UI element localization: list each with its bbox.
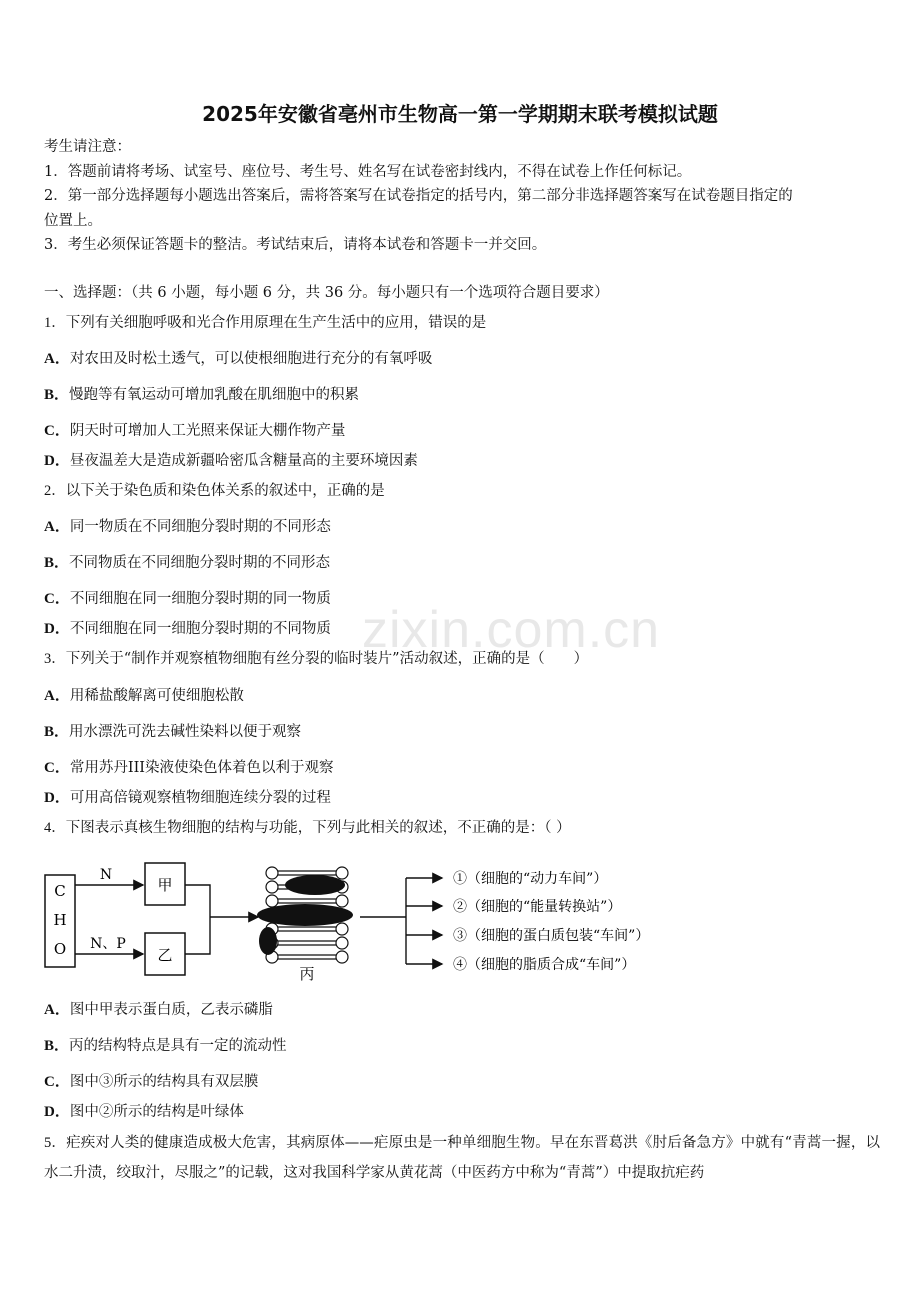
option-d (44, 1101, 244, 1123)
option-a (44, 999, 273, 1021)
option-text: 慢跑等有氧运动可增加乳酸在肌细胞中的积累 (69, 387, 360, 403)
option-text: 用稀盐酸解离可使细胞松散 (69, 688, 244, 704)
option-label: B． (44, 724, 70, 740)
option-a (44, 685, 244, 707)
notice-heading: 考生请注意： (44, 139, 131, 155)
function-4: ④（细胞的脂质合成“车间”） (453, 957, 636, 973)
question-2-stem (44, 480, 385, 502)
label-np: N、P (90, 936, 126, 952)
label-bing: 丙 (299, 965, 315, 983)
label-n: N (99, 867, 113, 883)
option-label: B． (44, 387, 70, 403)
option-c (44, 588, 331, 610)
option-label: B． (44, 555, 70, 571)
element-c: C (54, 882, 66, 900)
option-text: 不同细胞在同一细胞分裂时期的同一物质 (69, 591, 331, 607)
question-text: 以下关于染色质和染色体关系的叙述中，正确的是 (65, 483, 385, 499)
label-jia: 甲 (157, 876, 173, 894)
function-1: ①（细胞的“动力车间”） (453, 871, 608, 887)
option-text: 可用高倍镜观察植物细胞连续分裂的过程 (69, 790, 331, 806)
option-text: 对农田及时松土透气，可以使根细胞进行充分的有氧呼吸 (69, 351, 433, 367)
watermark: zixin.com.cn (362, 601, 661, 659)
notice-item: 位置上。 (44, 213, 102, 229)
section-heading: 一、选择题：（共 6 小题，每小题 6 分，共 36 分。每小题只有一个选项符合题目要求） (44, 285, 609, 301)
option-text: 不同物质在不同细胞分裂时期的不同形态 (69, 555, 331, 571)
option-label: C． (44, 1074, 70, 1090)
notice-item: 3．考生必须保证答题卡的整洁。考试结束后，请将本试卷和答题卡一并交回。 (44, 237, 547, 253)
function-2: ②（细胞的“能量转换站”） (453, 899, 622, 915)
option-a (44, 348, 432, 370)
option-label: B． (44, 1038, 70, 1054)
question-number: 2． (44, 483, 66, 499)
option-label: A． (44, 688, 70, 704)
option-label: A． (44, 1002, 70, 1018)
option-b (44, 1035, 287, 1057)
label-yi: 乙 (157, 946, 173, 964)
join-bracket (185, 885, 210, 954)
question-number: 3． (44, 651, 66, 667)
notice-item: 2．第一部分选择题每小题选出答案后，需将答案写在试卷指定的括号内，第二部分非选择题答案写在试卷题目指定的 (44, 188, 793, 204)
question-text: 疟疾对人类的健康造成极大危害，其病原体——疟原虫是一种单细胞生物。早在东晋葛洪《肘后备急方》中就有“青蒿一握，以水二升渍，绞取汁，尽服之”的记载，这对我国科学家从黄花蒿（中医药方中称为“青蒿”）中提取抗疟药 (44, 1135, 880, 1181)
option-label: A． (44, 519, 70, 535)
option-text: 常用苏丹III染液使染色体着色以利于观察 (69, 760, 334, 776)
function-3: ③（细胞的蛋白质包装“车间”） (453, 928, 650, 944)
option-text: 图中甲表示蛋白质，乙表示磷脂 (69, 1002, 273, 1018)
option-c (44, 757, 334, 779)
option-label: D． (44, 621, 70, 637)
question-text: 下列关于“制作并观察植物细胞有丝分裂的临时装片”活动叙述，正确的是（ ） (65, 651, 589, 667)
question-text: 下列有关细胞呼吸和光合作用原理在生产生活中的应用，错误的是 (65, 315, 487, 331)
question-5-stem (44, 1128, 880, 1188)
option-label: C． (44, 760, 70, 776)
option-label: D． (44, 1104, 70, 1120)
membrane-bilayer (257, 867, 353, 963)
option-c (44, 420, 345, 442)
option-d (44, 450, 418, 472)
element-o: O (53, 940, 67, 958)
option-label: D． (44, 790, 70, 806)
cell-structure-diagram (40, 855, 700, 985)
option-text: 图中③所示的结构具有双层膜 (69, 1074, 259, 1090)
page-title: 2025年安徽省亳州市生物高一第一学期期末联考模拟试题 (202, 102, 718, 126)
option-b (44, 721, 301, 743)
option-text: 同一物质在不同细胞分裂时期的不同形态 (69, 519, 331, 535)
question-1-stem (44, 312, 486, 334)
option-text: 丙的结构特点是具有一定的流动性 (69, 1038, 287, 1054)
option-label: A． (44, 351, 70, 367)
option-label: C． (44, 591, 70, 607)
question-4-stem (44, 817, 571, 839)
option-text: 昼夜温差大是造成新疆哈密瓜含糖量高的主要环境因素 (69, 453, 418, 469)
option-b (44, 384, 359, 406)
question-number: 5． (44, 1135, 67, 1151)
option-text: 不同细胞在同一细胞分裂时期的不同物质 (69, 621, 331, 637)
option-b (44, 552, 330, 574)
question-number: 4． (44, 820, 66, 836)
question-text: 下图表示真核生物细胞的结构与功能，下列与此相关的叙述，不正确的是：（ ） (65, 820, 571, 836)
option-d (44, 787, 331, 809)
notice-item: 1．答题前请将考场、试室号、座位号、考生号、姓名写在试卷密封线内，不得在试卷上作任何标记。 (44, 164, 692, 180)
option-text: 用水漂洗可洗去碱性染料以便于观察 (69, 724, 302, 740)
element-h: H (53, 911, 67, 929)
question-3-stem (44, 648, 588, 670)
option-label: D． (44, 453, 70, 469)
option-c (44, 1071, 258, 1093)
option-d (44, 618, 331, 640)
option-label: C． (44, 423, 70, 439)
option-text: 图中②所示的结构是叶绿体 (69, 1104, 244, 1120)
question-number: 1． (44, 315, 66, 331)
option-text: 阴天时可增加人工光照来保证大棚作物产量 (69, 423, 346, 439)
option-a (44, 516, 331, 538)
